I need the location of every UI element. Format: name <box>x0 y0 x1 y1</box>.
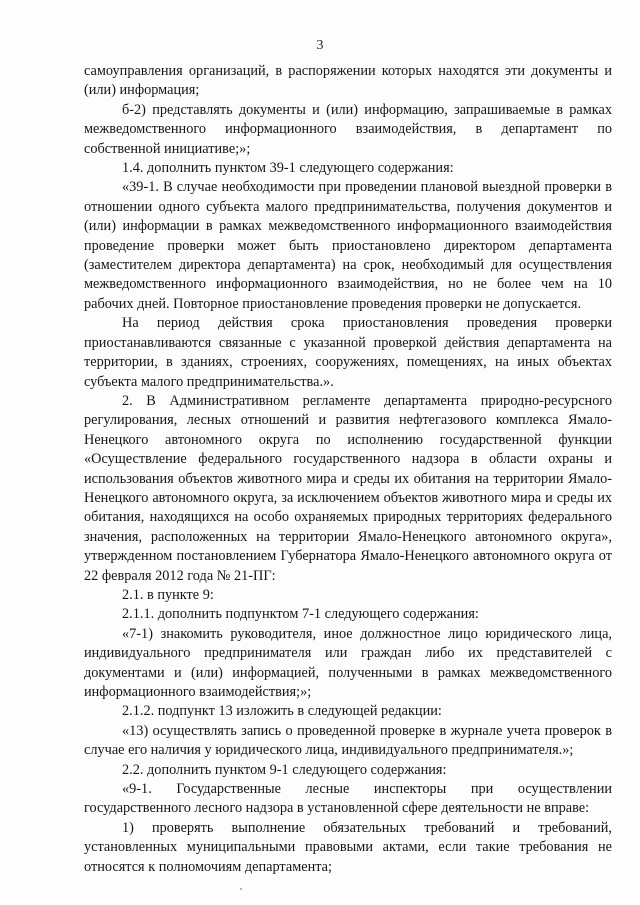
paragraph-39-1: «39-1. В случае необходимости при проведении плановой выездной проверки в отношении одного субъекта малого предпринимательства, получения документов и (или) информации в рамках межведомственного информационного взаимодействия проведение проверки может быть приостановлено директором департамента (заместителем директора департамента) на срок, необходимый для осуществления межведомственного информационного взаимодействия, но не более чем на 10 рабочих дней. Повторное приостановление проведения проверки не допускается. <box>84 179 612 312</box>
paragraph-2-1-2: 2.1.2. подпункт 13 изложить в следующей редакции: <box>122 703 442 720</box>
paragraph-9-1: «9-1. Государственные лесные инспекторы при осуществлении государственного лесного надзора в установленной сфере деятельности не вправе: <box>84 781 612 817</box>
paragraph-1-4: 1.4. дополнить пунктом 39-1 следующего содержания: <box>122 160 454 177</box>
paragraph-2: 2. В Административном регламенте департамента природно-ресурсного регулирования, лесных отношений и развития нефтегазового комплекса Ямало-Ненецкого автономного округа по исполнению государственной функции «Осуществление федерального государственного надзора в области охраны и использования объектов животного мира и среды их обитания на территории Ямало-Ненецкого автономного округа, за исключением объектов животного мира и среды их обитания, находящихся на особо охраняемых природных территориях федерального значения, расположенных на территории Ямало-Ненецкого автономного округа», утвержденном постановлением Губернатора Ямало-Ненецкого автономного округа от 22 февраля 2012 года № 21-ПГ: <box>84 392 612 584</box>
paragraph-b2: б-2) представлять документы и (или) информацию, запрашиваемые в рамках межведомственного информационного взаимодействия, в департамент по собственной инициативе;»; <box>84 101 612 157</box>
scan-speck <box>240 888 242 890</box>
paragraph-continuation: самоуправления организаций, в распоряжении которых находятся эти документы и (или) информация; <box>84 63 612 99</box>
paragraph-item-1: 1) проверять выполнение обязательных требований и требований, установленных муниципальными правовыми актами, если такие требования не относятся к полномочиям департамента; <box>84 819 612 875</box>
page-number: 3 <box>316 38 324 53</box>
paragraph-2-1: 2.1. в пункте 9: <box>122 586 214 603</box>
document-body <box>84 62 612 877</box>
paragraph-2-2: 2.2. дополнить пунктом 9-1 следующего содержания: <box>122 761 447 778</box>
paragraph-7-1: «7-1) знакомить руководителя, иное должностное лицо юридического лица, индивидуального предпринимателя или граждан либо их представителей с документами и (или) информацией, полученными в рамках межведомственного информационного взаимодействия;»; <box>84 625 612 700</box>
paragraph-suspension-period: На период действия срока приостановления проведения проверки приостанавливаются связанные с указанной проверкой действия департамента на территории, в зданиях, строениях, сооружениях, помещениях, на иных объектах субъекта малого предпринимательства.». <box>84 315 612 390</box>
paragraph-2-1-1: 2.1.1. дополнить подпунктом 7-1 следующего содержания: <box>122 606 479 623</box>
paragraph-13: «13) осуществлять запись о проведенной проверке в журнале учета проверок в случае его наличия у юридического лица, индивидуального предпринимателя.»; <box>84 722 612 759</box>
